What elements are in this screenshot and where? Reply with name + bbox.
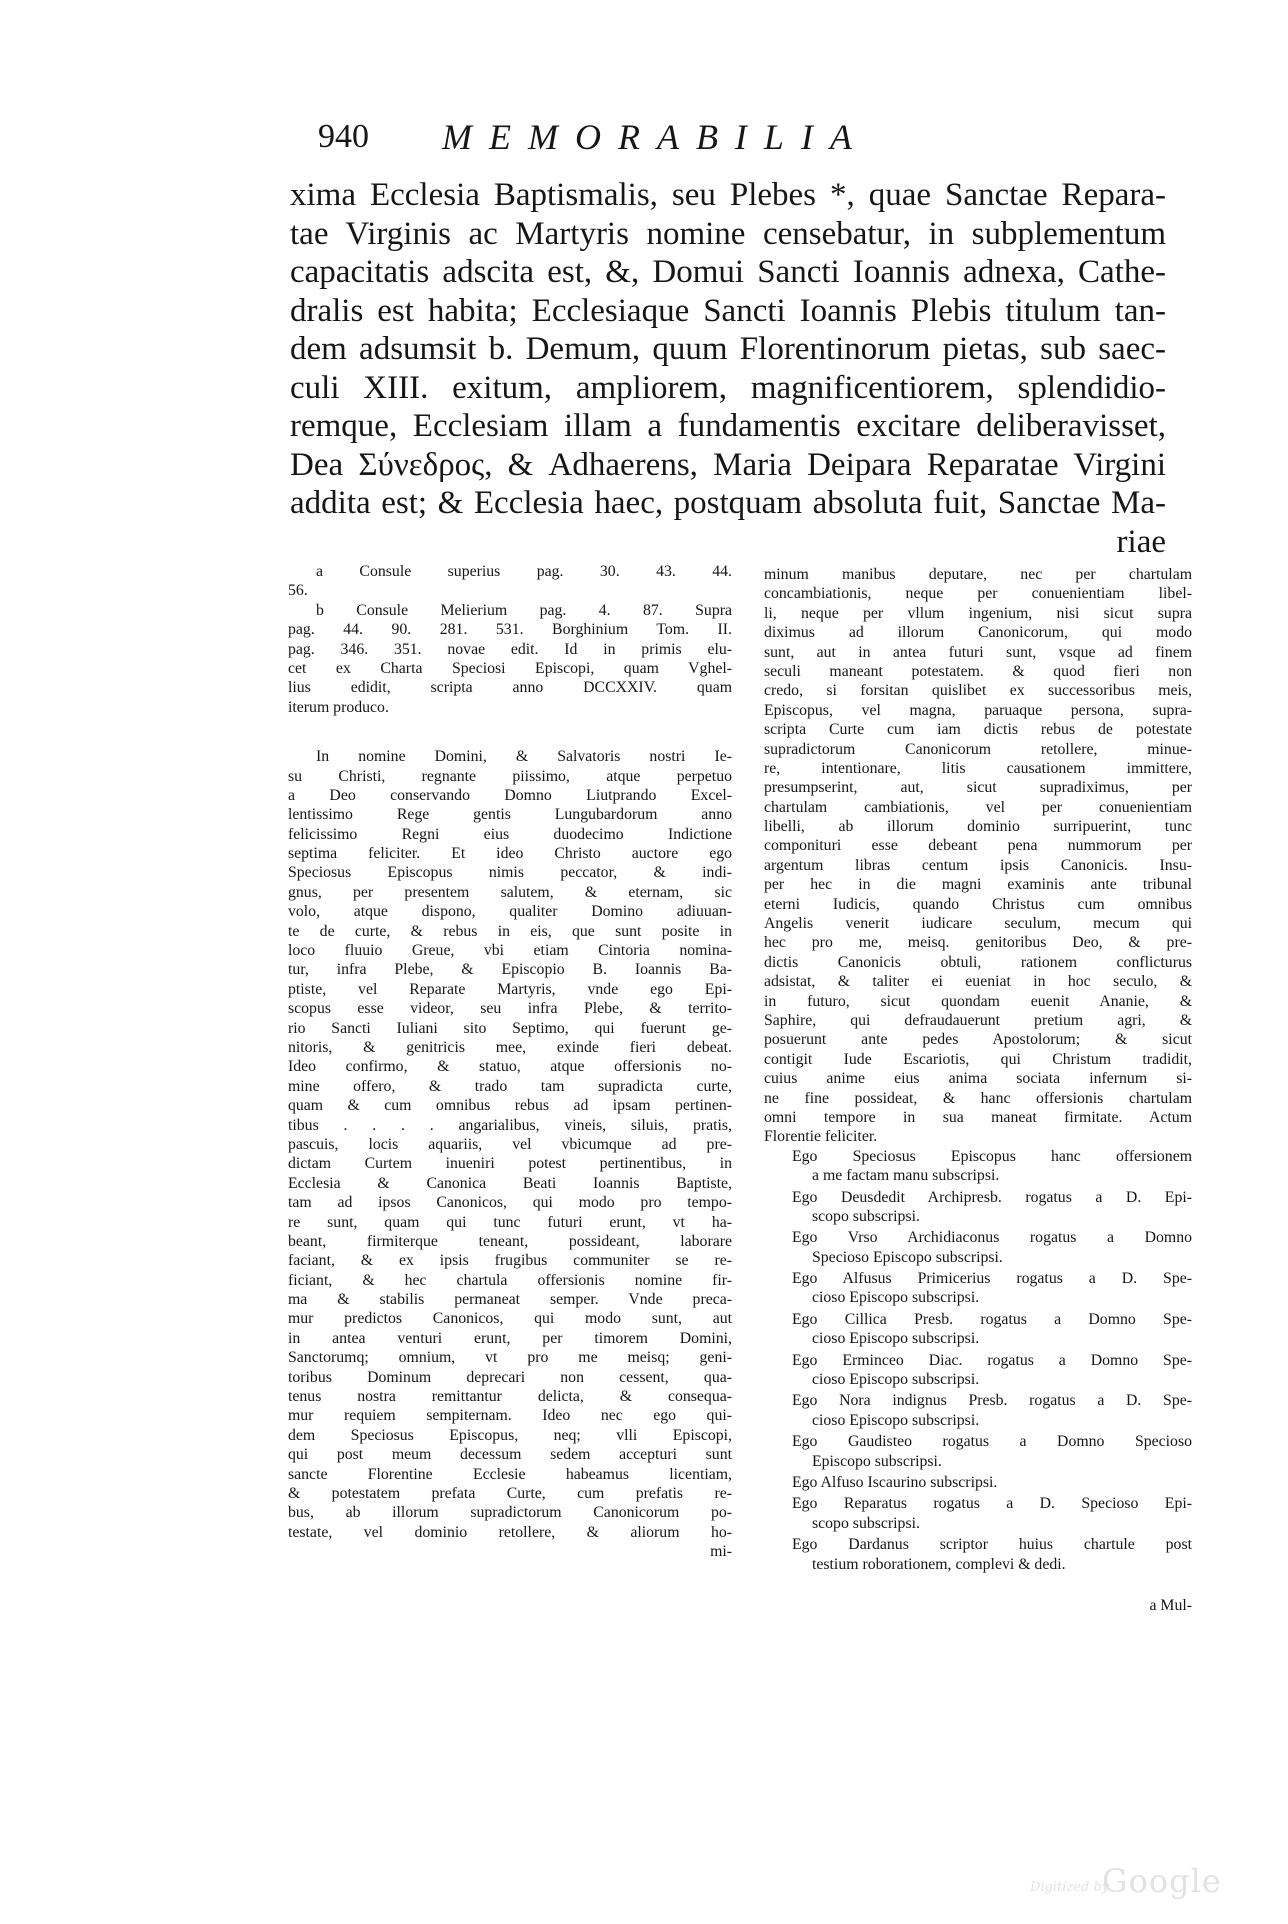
charter-line: li, neque per vllum ingenium, nisi sicut supra [764, 604, 1192, 622]
signature-line: cioso Episcopo subscripsi. [812, 1371, 980, 1389]
charter-line: Ecclesia & Canonica Beati Ioannis Baptiste, [288, 1174, 732, 1192]
signature-entry [764, 1269, 1192, 1308]
charter-line: seculi maneant potestatem. & quod fieri non [764, 662, 1192, 680]
charter-line: qui post meum decessum sedem accepturi sunt [288, 1446, 732, 1464]
page-number: 940 [318, 118, 369, 155]
charter-line: minum manibus deputare, nec per chartulam [764, 566, 1192, 583]
charter-line: eterni Iudicis, quando Christus cum omnibus [764, 895, 1192, 913]
footnote-line: b Consule Melierium pag. 4. 87. Supra [316, 601, 732, 619]
running-head [318, 118, 948, 168]
left-column [288, 562, 732, 1562]
charter-line: Ideo confirmo, & statuo, atque offersionis no- [288, 1058, 732, 1076]
footnote-line: cet ex Charta Speciosi Episcopi, quam Vghel- [288, 659, 732, 677]
charter-line: su Christi, regnante piissimo, atque perpetuo [288, 767, 732, 785]
signature-line: cioso Episcopo subscripsi. [812, 1330, 980, 1348]
charter-line: contigit Iude Escariotis, qui Christum tradidit, [764, 1050, 1192, 1068]
main-paragraph [290, 176, 1166, 561]
charter-line: tibus . . . . angarialibus, vineis, siluis, pratis, [288, 1116, 732, 1134]
footnote-line: pag. 44. 90. 281. 531. Borghinium Tom. II. [288, 621, 732, 639]
charter-line: faciant, & ex ipsis frugibus communiter se re- [288, 1252, 732, 1270]
charter-line: chartulam cambiationis, vel per conuenientiam [764, 798, 1192, 816]
charter-line: septima feliciter. Et ideo Christo auctore ego [288, 845, 732, 863]
main-text-line: Dea Σύνεδρος, & Adhaerens, Maria Deipara Reparatae Virgini [290, 446, 1166, 483]
charter-line: re sunt, quam qui tunc futuri erunt, vt ha- [288, 1213, 732, 1231]
main-text-line: culi XIII. exitum, ampliorem, magnificentiorem, splendidio- [290, 369, 1166, 406]
signature-line: testium roborationem, complevi & dedi. [812, 1555, 1066, 1573]
charter-line: dictis Canonicis obtuli, rationem conflicturus [764, 953, 1192, 971]
charter-line: ptiste, vel Reparate Martyris, vnde ego Epi- [288, 980, 732, 998]
charter-line: tenus nostra remittantur delicta, & consequa- [288, 1388, 732, 1406]
charter-line: mur predictos Canonicos, qui modo sunt, aut [288, 1310, 732, 1328]
charter-line: felicissimo Regni eius duodecimo Indictione [288, 825, 732, 843]
charter-line: gnus, per presentem salutem, & eternam, sic [288, 883, 732, 901]
main-text-line: addita est; & Ecclesia haec, postquam absoluta fuit, Sanctae Ma- [290, 485, 1166, 521]
digitized-watermark [1030, 1858, 1222, 1900]
charter-line: re, intentionare, litis causationem immittere, [764, 759, 1192, 777]
charter-line: in antea venturi erunt, per timorem Domini, [288, 1329, 732, 1347]
charter-line: credo, si forsitan quislibet ex successoribus meis, [764, 682, 1192, 700]
charter-line: dictam Curtem inueniri potest pertinentibus, in [288, 1155, 732, 1173]
signature-line: Ego Gaudisteo rogatus a Domno Specioso [792, 1433, 1192, 1451]
charter-line: supradictorum Canonicorum retollere, minue- [764, 740, 1192, 758]
charter-line: testate, vel dominio retollere, & aliorum ho- [288, 1523, 732, 1541]
charter-line: pascuis, locis aquariis, vel vbicumque ad pre- [288, 1135, 732, 1153]
charter-line: in futuro, sicut quondam euenit Ananie, & [764, 992, 1192, 1010]
charter-line: cuius anime eius anima sociata infernum si- [764, 1070, 1192, 1088]
charter-line: Sanctorumq; omnium, vt pro me meisq; geni- [288, 1349, 732, 1367]
charter-line: sunt, aut in antea futuri sunt, vsque ad finem [764, 643, 1192, 661]
charter-line: scopus esse videor, seu infra Plebe, & territo- [288, 1000, 732, 1018]
main-text-line: remque, Ecclesiam illam a fundamentis excitare deliberavisset, [290, 408, 1166, 444]
footnotes-block [288, 562, 732, 717]
main-text-line: xima Ecclesia Baptismalis, seu Plebes *, quae Sanctae Repara- [290, 177, 1166, 213]
charter-line: loco fluuio Greue, vbi etiam Cintoria nomina- [288, 942, 732, 960]
charter-line: presumpserint, aut, sicut supradiximus, per [764, 779, 1192, 797]
charter-line: Episcopus, vel magna, paruaque persona, supra- [764, 701, 1192, 719]
signature-line: Ego Nora indignus Presb. rogatus a D. Spe- [792, 1392, 1192, 1410]
charter-text [288, 747, 732, 1561]
main-text-line: capacitatis adscita est, &, Domui Sancti Ioannis adnexa, Cathe- [290, 254, 1166, 290]
main-text-line: riae [1116, 523, 1166, 560]
charter-line: argentum libras centum ipsis Canonicis. Insu- [764, 856, 1192, 874]
signature-line: cioso Episcopo subscripsi. [812, 1289, 980, 1307]
signature-line: cioso Episcopo subscripsi. [812, 1411, 980, 1429]
block-gap [288, 717, 732, 747]
footnote-line: iterum produco. [288, 698, 389, 716]
charter-line: Saphire, qui defraudauerunt pretium agri, & [764, 1011, 1192, 1029]
charter-line: omni tempore in sua maneat firmitate. Actum [764, 1108, 1192, 1126]
signature-line: Ego Deusdedit Archipresb. rogatus a D. Epi- [792, 1188, 1192, 1206]
charter-line: bus, ab illorum supradictorum Canonicorum po- [288, 1504, 732, 1522]
signature-line: Ego Alfusus Primicerius rogatus a D. Spe- [792, 1270, 1192, 1288]
charter-line: & potestatem prefata Curte, cum prefatis re- [288, 1484, 732, 1502]
signature-entry [764, 1535, 1192, 1574]
charter-line: componituri esse debeant pena nummorum per [764, 837, 1192, 855]
signature-line: Ego Reparatus rogatus a D. Specioso Epi- [792, 1495, 1192, 1513]
signature-entry [764, 1228, 1192, 1267]
charter-line: scripta Curte cum iam dictis rebus de potestate [764, 721, 1192, 739]
charter-line: In nomine Domini, & Salvatoris nostri Ie- [316, 748, 732, 766]
charter-line: tam ad ipsos Canonicos, qui modo pro tempo- [288, 1194, 732, 1212]
charter-line: ficiant, & hec chartula offersionis nomine fir- [288, 1271, 732, 1289]
signature-entry [764, 1473, 1192, 1492]
charter-line: mine offero, & trado tam supradicta curte, [288, 1077, 732, 1095]
charter-line: beant, firmiterque teneant, possideant, laborare [288, 1232, 732, 1250]
signature-entry [764, 1494, 1192, 1533]
signature-entry [764, 1188, 1192, 1227]
charter-line: sancte Florentine Ecclesie habeamus licentiam, [288, 1465, 732, 1483]
main-text-line: dem adsumsit b. Demum, quum Florentinorum pietas, sub saec- [290, 331, 1166, 367]
right-column [764, 565, 1192, 1615]
signature-entry [764, 1391, 1192, 1430]
main-text-line: tae Virginis ac Martyris nomine censebatur, in subplementum [290, 215, 1166, 252]
charter-line: dem Speciosus Episcopus, neq; vlli Episcopi, [288, 1426, 732, 1444]
charter-line: quam & cum omnibus rebus ad ipsam pertinen- [288, 1097, 732, 1115]
charter-line: libelli, ab illorum dominio surripuerint, tunc [764, 818, 1192, 836]
catchword: a Mul- [1149, 1596, 1192, 1614]
signature-line: Episcopo subscripsi. [812, 1452, 942, 1470]
signature-line: Ego Dardanus scriptor huius chartule post [792, 1536, 1192, 1554]
signature-line: Ego Cillica Presb. rogatus a Domno Spe- [792, 1310, 1192, 1328]
footnote-line: pag. 346. 351. novae edit. Id in primis elu- [288, 640, 732, 658]
watermark-small-text: Digitized by [1030, 1880, 1110, 1895]
charter-line: volo, atque dispono, qualiter Domino adiuuan- [288, 903, 732, 921]
charter-line: ne fine possideat, & hanc offersionis chartulam [764, 1089, 1192, 1107]
charter-line: rio Sancti Iuliani sito Septimo, qui fuerunt ge- [288, 1019, 732, 1037]
charter-continuation [764, 565, 1192, 1147]
signature-entry [764, 1310, 1192, 1349]
charter-line: mur requiem sempiternam. Ideo nec ego qui- [288, 1407, 732, 1425]
charter-line: tur, infra Plebe, & Episcopio B. Ioannis Ba- [288, 961, 732, 979]
footnote-line: lius edidit, scripta anno DCCXXIV. quam [288, 679, 732, 697]
charter-line: diximus ad illorum Canonicorum, qui modo [764, 624, 1192, 642]
signature-line: scopo subscripsi. [812, 1207, 920, 1225]
signature-line: a me factam manu subscripsi. [812, 1167, 1000, 1185]
signature-line: Ego Vrso Archidiaconus rogatus a Domno [792, 1229, 1192, 1247]
running-title: MEMORABILIA [442, 117, 869, 157]
signature-entry [764, 1432, 1192, 1471]
footnote-line: a Consule superius pag. 30. 43. 44. [316, 563, 732, 580]
charter-line: hec pro me, meisq. genitoribus Deo, & pre- [764, 934, 1192, 952]
charter-line: a Deo conservando Domno Liutprando Excel- [288, 786, 732, 804]
charter-line: ma & stabilis permaneat semper. Vnde preca- [288, 1291, 732, 1309]
signature-line: Ego Erminceo Diac. rogatus a Domno Spe- [792, 1351, 1192, 1369]
charter-line: toribus Dominum deprecari non cessent, qua- [288, 1368, 732, 1386]
charter-line: mi- [710, 1543, 732, 1561]
signature-line: scopo subscripsi. [812, 1514, 920, 1532]
charter-line: te de curte, & rebus in eis, que sunt posite in [288, 922, 732, 940]
signatures-block [764, 1147, 1192, 1574]
charter-line: adsistat, & taliter ei eueniat in hoc seculo, & [764, 973, 1192, 991]
signature-entry [764, 1351, 1192, 1390]
charter-line: Speciosus Episcopus nimis peccator, & indi- [288, 864, 732, 882]
charter-line: concambiationis, neque per conuenientiam libel- [764, 585, 1192, 603]
charter-line: lentissimo Rege gentis Lungubardorum anno [288, 806, 732, 824]
footnote-line: 56. [288, 582, 308, 600]
main-text-line: dralis est habita; Ecclesiaque Sancti Ioannis Plebis titulum tan- [290, 292, 1166, 329]
charter-line: per hec in die magni examinis ante tribunal [764, 876, 1192, 894]
signature-line: Ego Speciosus Episcopus hanc offersionem [792, 1147, 1192, 1165]
signature-entry [764, 1147, 1192, 1186]
charter-line: posuerunt ante pedes Apostolorum; & sicut [764, 1031, 1192, 1049]
charter-line: nitoris, & genitricis mee, exinde fieri debeat. [288, 1038, 732, 1056]
watermark-logo-text: Google [1102, 1862, 1222, 1900]
signature-line: Specioso Episcopo subscripsi. [812, 1248, 1003, 1266]
charter-line: Florentie feliciter. [764, 1128, 878, 1146]
charter-line: Angelis venerit iudicare seculum, mecum qui [764, 915, 1192, 933]
signature-line: Ego Alfuso Iscaurino subscripsi. [792, 1473, 998, 1491]
